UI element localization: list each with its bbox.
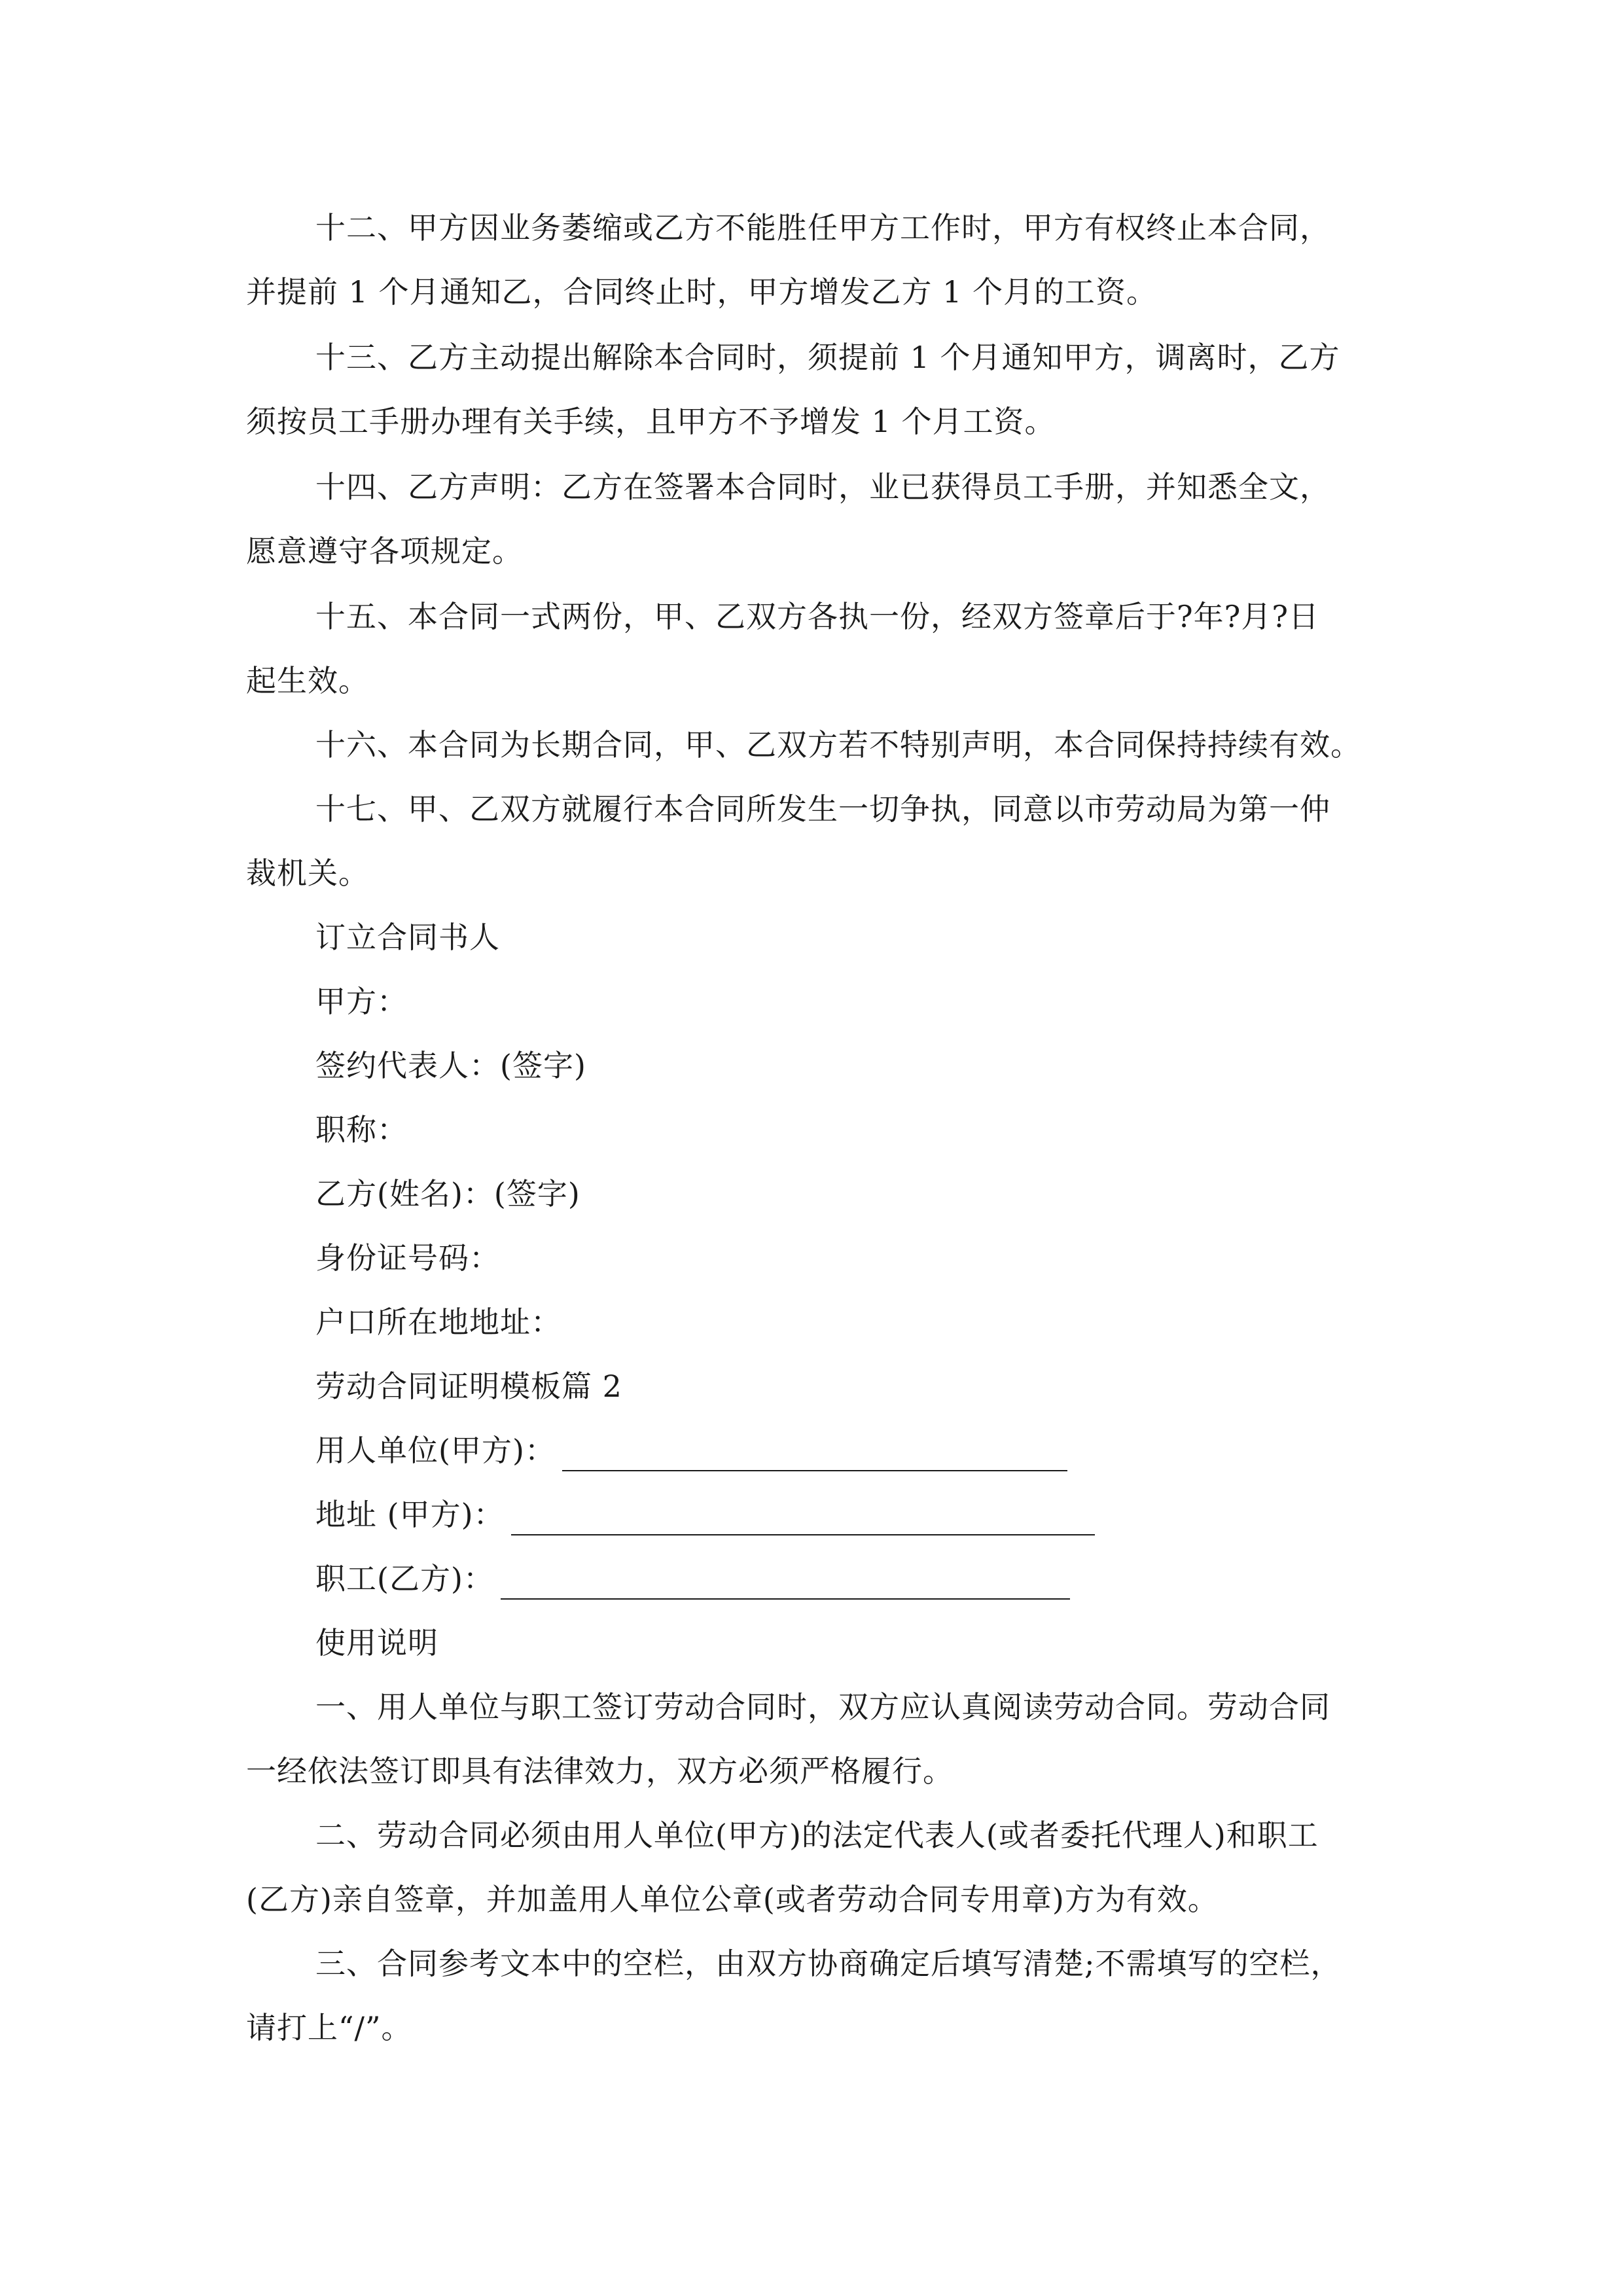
employer-blank[interactable] (562, 1436, 1067, 1471)
address-label: 地址 (甲方)： (315, 1497, 505, 1532)
party-b-label: 乙方(姓名)：(签字) (315, 1176, 580, 1211)
signature-heading: 订立合同书人 (315, 920, 500, 955)
address-blank[interactable] (511, 1500, 1095, 1535)
instructions-heading: 使用说明 (315, 1625, 438, 1660)
instruction-3-line-2: 请打上“/”。 (246, 2010, 412, 2045)
title-label: 职称： (315, 1112, 408, 1147)
clause-14-line-1: 十四、乙方声明：乙方在签署本合同时，业已获得员工手册，并知悉全文， (315, 469, 1330, 505)
party-a-label: 甲方： (315, 984, 408, 1019)
employee-field-row (315, 1558, 1070, 1600)
hukou-address-label: 户口所在地地址： (315, 1304, 562, 1340)
clause-15-line-1: 十五、本合同一式两份，甲、乙双方各执一份，经双方签章后于?年?月?日 (315, 599, 1319, 634)
employee-blank[interactable] (501, 1564, 1070, 1600)
clause-15-line-2: 起生效。 (246, 663, 369, 698)
clause-13-line-2: 须按员工手册办理有关手续，且甲方不予增发 1 个月工资。 (246, 404, 1056, 439)
address-field-row (315, 1494, 1095, 1535)
instruction-1-line-2: 一经依法签订即具有法律效力，双方必须严格履行。 (246, 1753, 954, 1789)
instruction-2-line-1: 二、劳动合同必须由用人单位(甲方)的法定代表人(或者委托代理人)和职工 (315, 1818, 1319, 1853)
instruction-3-line-1: 三、合同参考文本中的空栏，由双方协商确定后填写清楚;不需填写的空栏， (315, 1946, 1342, 1981)
clause-17-line-1: 十七、甲、乙双方就履行本合同所发生一切争执，同意以市劳动局为第一仲 (315, 791, 1330, 827)
representative-label: 签约代表人：(签字) (315, 1048, 586, 1083)
employer-label: 用人单位(甲方)： (315, 1433, 556, 1468)
clause-13-line-1: 十三、乙方主动提出解除本合同时，须提前 1 个月通知甲方，调离时，乙方 (315, 340, 1340, 375)
clause-12-line-2: 并提前 1 个月通知乙，合同终止时，甲方增发乙方 1 个月的工资。 (246, 274, 1158, 310)
clause-16-line-1: 十六、本合同为长期合同，甲、乙双方若不特别声明，本合同保持持续有效。 (315, 727, 1361, 762)
clause-12-line-1: 十二、甲方因业务萎缩或乙方不能胜任甲方工作时，甲方有权终止本合同， (315, 210, 1330, 245)
id-number-label: 身份证号码： (315, 1240, 500, 1276)
instruction-1-line-1: 一、用人单位与职工签订劳动合同时，双方应认真阅读劳动合同。劳动合同 (315, 1689, 1330, 1725)
employee-label: 职工(乙方)： (315, 1561, 494, 1596)
employer-field-row (315, 1429, 1067, 1471)
instruction-2-line-2: (乙方)亲自签章，并加盖用人单位公章(或者劳动合同专用章)方为有效。 (246, 1882, 1219, 1917)
clause-17-line-2: 裁机关。 (246, 855, 369, 891)
template-2-heading: 劳动合同证明模板篇 2 (315, 1369, 622, 1404)
clause-14-line-2: 愿意遵守各项规定。 (246, 533, 523, 569)
